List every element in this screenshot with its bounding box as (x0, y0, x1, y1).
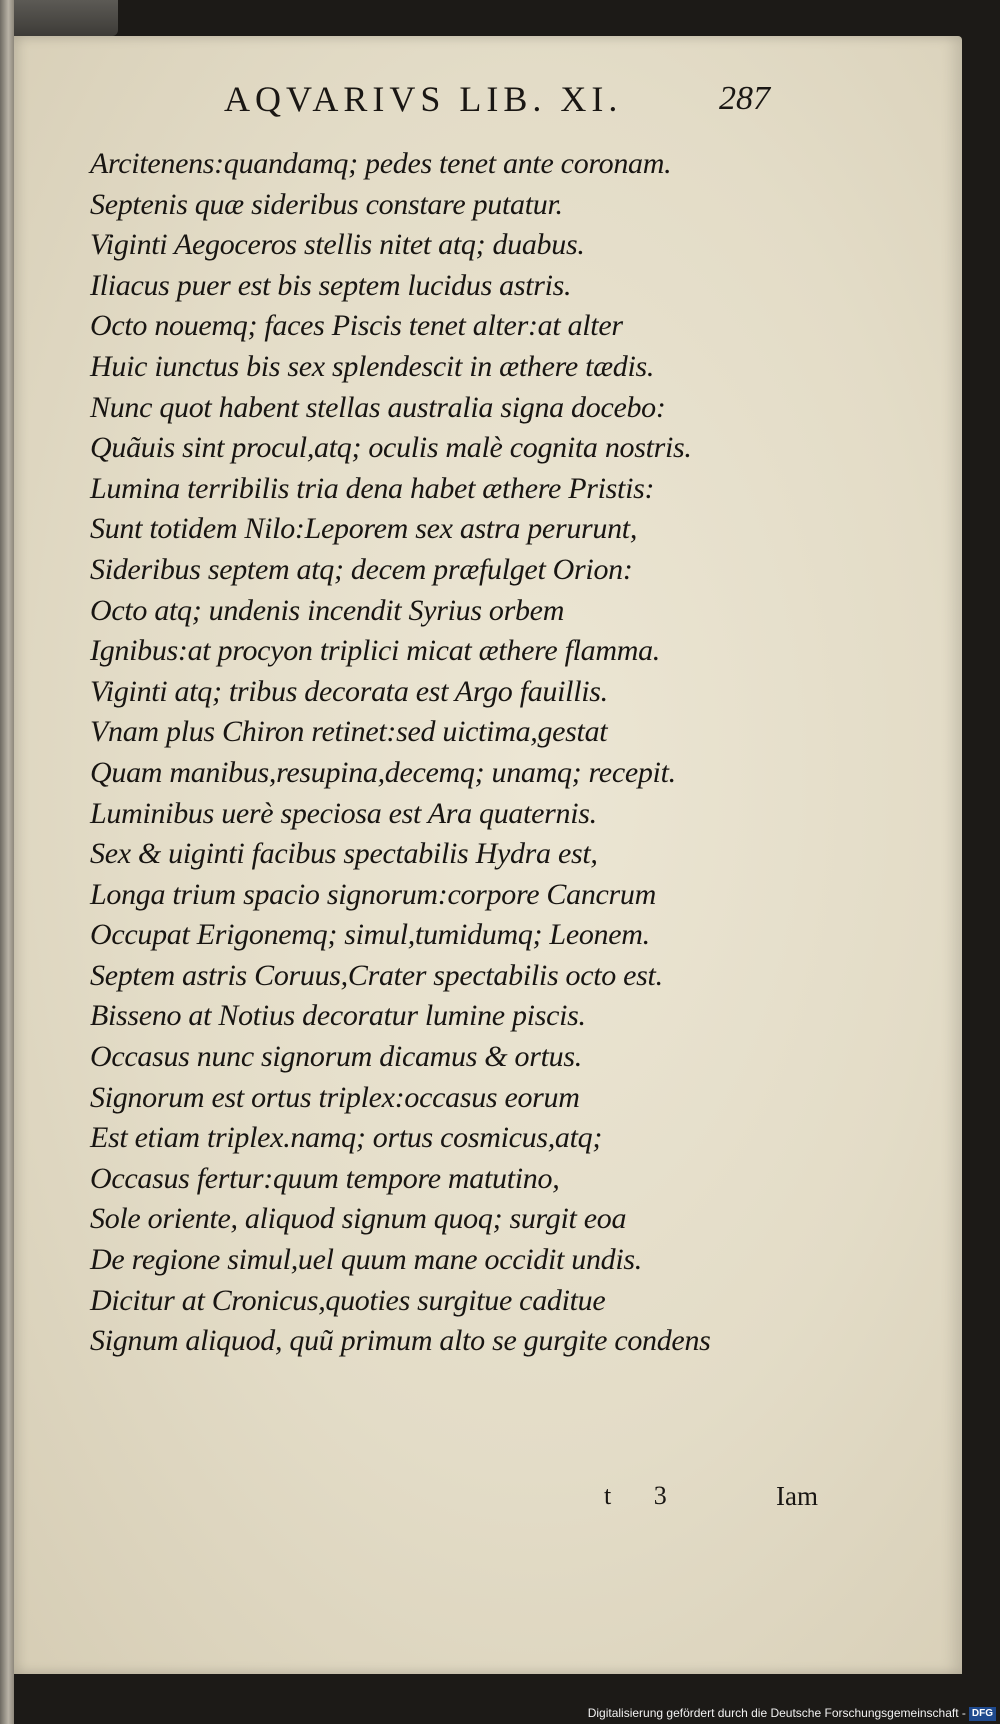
digitization-credit (588, 1704, 996, 1722)
page-header (210, 76, 770, 122)
credit-text: Digitalisierung gefördert durch die Deutsche Forschungsgemeinschaft - (587, 1706, 966, 1720)
verse-line: Occupat Erigonemq; simul,tumidumq; Leonem. (90, 918, 650, 952)
verse-line: Huic iunctus bis sex splendescit in æthere tædis. (90, 349, 655, 383)
verse-line: Sole oriente, aliquod signum quoq; surgit eoa (90, 1202, 627, 1236)
verse-line: Ignibus:at procyon triplici micat æthere flamma. (90, 634, 660, 668)
verse-line: De regione simul,uel quum mane occidit undis. (90, 1243, 642, 1277)
verse-line: Septem astris Coruus,Crater spectabilis octo est. (90, 958, 663, 992)
verse-line: Occasus nunc signorum dicamus & ortus. (90, 1040, 582, 1074)
verse-line: Signorum est ortus triplex:occasus eorum (90, 1080, 580, 1114)
verse-line: Nunc quot habent stellas australia signa docebo: (90, 390, 666, 424)
verse-line: Est etiam triplex.namq; ortus cosmicus,atq; (90, 1121, 603, 1155)
catchword: Iam (776, 1481, 818, 1511)
verse-line: Viginti atq; tribus decorata est Argo fauillis. (90, 674, 608, 708)
poem-text (90, 144, 830, 1362)
verse-line: Occasus fertur:quum tempore matutino, (90, 1161, 560, 1195)
verse-line: Sideribus septem atq; decem præfulget Orion: (90, 552, 633, 586)
verse-line: Arcitenens:quandamq; pedes tenet ante coronam. (90, 147, 672, 180)
verse-line: Sunt totidem Nilo:Leporem sex astra perurunt, (90, 512, 638, 546)
verse-line: Dicitur at Cronicus,quoties surgitue caditue (90, 1283, 606, 1317)
verse-line: Lumina terribilis tria dena habet æthere Pristis: (90, 471, 655, 505)
dfg-logo: DFG (969, 1707, 996, 1721)
verse-line: Signum aliquod, quũ primum alto se gurgite condens (90, 1324, 711, 1358)
verse-line: Quam manibus,resupina,decemq; unamq; recepit. (90, 755, 676, 789)
verse-line: Bisseno at Notius decoratur lumine piscis. (90, 999, 586, 1033)
binding-tab (14, 0, 118, 36)
verse-line: Octo atq; undenis incendit Syrius orbem (90, 593, 565, 627)
signature-mark: t 3 (604, 1481, 685, 1510)
verse-line: Viginti Aegoceros stellis nitet atq; duabus. (90, 228, 585, 262)
page-number: 287 (719, 80, 770, 117)
book-spine-edge (0, 0, 14, 1724)
verse-line: Sex & uiginti facibus spectabilis Hydra est, (90, 837, 598, 871)
verse-line: Longa trium spacio signorum:corpore Cancrum (90, 877, 656, 911)
verse-line: Septenis quæ sideribus constare putatur. (90, 187, 563, 221)
verse-line: Iliacus puer est bis septem lucidus astris. (90, 268, 572, 302)
verse-line: Octo nouemq; faces Piscis tenet alter:at alter (90, 309, 623, 343)
running-head: AQVARIVS LIB. XI. (224, 79, 623, 119)
verse-line: Vnam plus Chiron retinet:sed uictima,gestat (90, 715, 608, 749)
verse-line: Luminibus uerè speciosa est Ara quaternis. (90, 796, 597, 830)
verse-line: Quãuis sint procul,atq; oculis malè cognita nostris. (90, 431, 692, 465)
